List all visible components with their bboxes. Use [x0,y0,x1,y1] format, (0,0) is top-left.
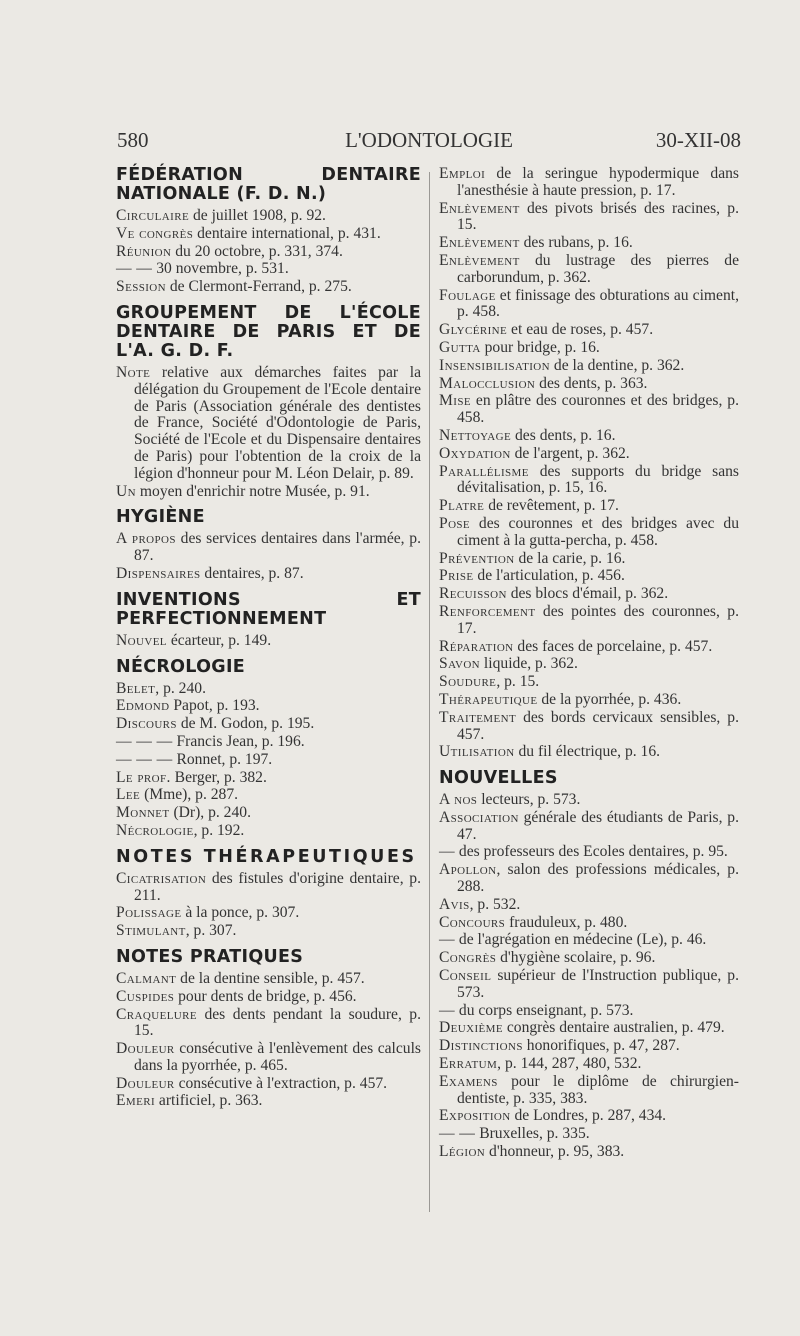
index-entry [439,568,739,585]
index-entry [439,1003,739,1020]
index-entry [439,498,739,515]
index-entry [439,322,739,339]
index-entry [439,656,739,673]
index-entry [439,604,739,638]
entry-text: congrès dentaire australien, p. 479. [502,1019,725,1037]
index-entry [439,1074,739,1108]
entry-text: de l'agrégation en médecine (Le), p. 46. [455,931,707,949]
index-entry [116,681,421,698]
entry-text: du fil électrique, p. 16. [514,743,661,761]
entry-text: , p. 240. [155,679,206,697]
index-entry [439,692,739,709]
entry-text: consécutive à l'enlèvement des calculs dans la pyorrhée, p. 465. [134,1040,421,1074]
entry-keyword: Prévention [439,549,515,567]
entry-keyword: Calmant [116,969,177,987]
entry-keyword: — — — [116,750,173,768]
entry-keyword: Deuxième [439,1019,503,1037]
index-entry [439,862,739,896]
entry-keyword: Edmond [116,697,170,715]
index-entry [116,716,421,733]
index-entry [116,633,421,650]
index-entry [439,674,739,691]
entry-keyword: Erratum [439,1055,498,1073]
entry-text: des services dentaires dans l'armée, p. 87. [134,530,422,565]
index-entry [439,288,739,322]
entry-text: et eau de roses, p. 457. [507,321,654,339]
entry-text: dentaires, p. 87. [200,564,304,582]
index-entry [439,968,739,1002]
entry-text: de l'articulation, p. 456. [473,567,625,585]
entry-keyword: Enlèvement [439,234,520,252]
index-entry [439,340,739,357]
index-entry [116,226,421,243]
entry-keyword: Platre [439,497,485,515]
entry-text: de l'argent, p. 362. [510,444,630,462]
index-entry [116,698,421,715]
running-head [117,128,741,160]
index-entry [439,897,739,914]
index-entry [116,989,421,1006]
entry-text: supérieur de l'Instruction publique, p. 573. [457,967,739,1001]
entry-text: des dents, p. 363. [535,374,648,392]
entry-text: de la dentine sensible, p. 457. [176,969,365,987]
entry-text: Francis Jean, p. 196. [172,732,305,750]
index-entry [116,905,421,922]
entry-text: de revêtement, p. 17. [484,497,619,515]
index-entry [439,253,739,287]
entry-keyword: Gutta [439,338,481,356]
entry-text: de la carie, p. 16. [514,549,626,567]
entry-keyword: Parallélisme [439,462,529,480]
index-entry [116,1076,421,1093]
index-entry [439,744,739,761]
index-entry [439,201,739,235]
entry-keyword: Session [116,278,166,296]
entry-text: des pointes des couronnes, p. 17. [457,602,739,637]
issue-date: 30-XII-08 [655,128,741,152]
index-entry [439,1038,739,1055]
entry-text: de la pyorrhée, p. 436. [537,690,682,708]
index-entry [439,915,739,932]
section-heading-nouvelles: NOUVELLES [439,768,558,789]
index-entry [116,208,421,225]
entry-text: des fistules d'origine dentaire, p. 211. [134,869,421,904]
entry-text: (Mme), p. 287. [140,786,239,804]
entry-keyword: Cicatrisation [116,869,207,887]
entry-keyword: Réunion [116,242,172,260]
entry-text: de la dentine, p. 362. [550,356,685,374]
entry-text: du lustrage des pierres de carborundum, p. 362. [457,251,739,286]
entry-keyword: Traitement [439,708,517,726]
entry-text: liquide, p. 362. [480,655,578,673]
entry-keyword: Exposition [439,1107,511,1125]
entry-keyword: Circulaire [116,207,190,224]
entry-keyword: Glycérine [439,321,508,339]
entry-keyword: Pose [439,514,471,532]
entry-text: du 20 octobre, p. 331, 374. [171,242,343,260]
entry-keyword: Discours [116,715,177,733]
entry-keyword: Nouvel [116,631,167,649]
entry-keyword: — [439,843,455,861]
index-entry [116,734,421,751]
index-entry [439,166,739,200]
index-entry [116,923,421,940]
entry-text: à la ponce, p. 307. [181,904,300,922]
entry-keyword: Douleur [116,1074,175,1092]
index-entry [116,1041,421,1075]
entry-text: de la seringue hypodermique dans l'anesthésie à haute pression, p. 17. [457,165,739,199]
index-entry [116,752,421,769]
entry-text: , p. 144, 287, 480, 532. [497,1055,642,1073]
index-entry [439,358,739,375]
index-entry [116,1093,421,1110]
entry-keyword: Polissage [116,904,182,922]
index-entry [439,1126,739,1143]
entry-text: artificiel, p. 363. [155,1092,263,1110]
section-heading-necrologie: NÉCROLOGIE [116,656,246,677]
entry-text: pour bridge, p. 16. [480,338,600,356]
entry-keyword: Apollon [439,861,497,879]
entry-keyword: Mise [439,392,471,410]
index-entry [439,950,739,967]
index-entry [116,484,421,501]
entry-keyword: Craquelure [116,1005,198,1023]
entry-text: de Clermont-Ferrand, p. 275. [165,278,352,296]
index-entry [116,244,421,261]
entry-text: Ronnet, p. 197. [172,750,273,768]
index-entry [439,516,739,550]
entry-keyword: Réparation [439,637,514,655]
entry-text: en plâtre des couronnes et des bridges, p. 458. [457,392,739,427]
entry-text: Papot, p. 193. [169,697,260,715]
section-heading-inventions-et-perfectionnement: INVENTIONS ET PERFECTIONNEMENT [116,589,421,629]
entry-keyword: Insensibilisation [439,356,550,374]
entry-keyword: Congrès [439,949,497,967]
index-entry [439,810,739,844]
entry-text: (Dr), p. 240. [169,804,251,822]
index-entry [116,365,421,483]
entry-text: pour le diplôme de chirurgien-dentiste, p. 335, 383. [457,1072,739,1107]
column-divider [429,172,430,1212]
entry-text: générale des étudiants de Paris, p. 47. [457,808,739,843]
index-entry [116,871,421,905]
entry-keyword: Examens [439,1072,498,1090]
entry-keyword: Le prof. [116,768,171,786]
entry-text: dentaire international, p. 431. [193,224,381,242]
entry-text: des dents pendant la soudure, p. 15. [134,1005,421,1040]
index-entry [439,446,739,463]
entry-text: écarteur, p. 149. [166,631,272,649]
index-entry [439,1020,739,1037]
entry-keyword: Distinctions [439,1037,523,1055]
entry-text: des faces de porcelaine, p. 457. [513,637,713,655]
entry-text: des supports du bridge sans dévitalisation, p. 15, 16. [457,462,739,497]
index-entry [439,235,739,252]
entry-keyword: Dispensaires [116,564,201,582]
entry-text: , salon des professions médicales, p. 288. [457,861,739,896]
index-entry [116,531,421,565]
entry-keyword: Lee [116,786,141,804]
index-entry [439,464,739,498]
entry-text: Berger, p. 382. [170,768,267,786]
entry-text: des rubans, p. 16. [519,234,633,252]
index-entry [439,710,739,744]
entry-keyword: Douleur [116,1040,175,1058]
entry-keyword: Concours [439,913,506,931]
entry-text: d'honneur, p. 95, 383. [485,1143,625,1161]
entry-keyword: Emeri [116,1092,156,1110]
entry-text: des bords cervicaux sensibles, p. 457. [457,708,739,743]
index-entry [439,1144,739,1161]
index-entry [439,844,739,861]
entry-text: consécutive à l'extraction, p. 457. [174,1074,388,1092]
index-entry [116,823,421,840]
entry-text: des pivots brisés des racines, p. 15. [457,199,739,234]
index-entry [439,551,739,568]
entry-text: moyen d'enrichir notre Musée, p. 91. [136,482,370,500]
section-heading-federation-dentaire-nationale-f-d-n: FÉDÉRATION DENTAIRE NATIONALE (F. D. N.) [116,165,421,204]
entry-keyword: Légion [439,1143,486,1161]
entry-keyword: Enlèvement [439,199,520,217]
entry-keyword: Savon [439,655,481,673]
entry-keyword: Note [116,363,151,381]
entry-text: d'hygiène scolaire, p. 96. [496,949,656,967]
index-entry [116,971,421,988]
journal-title: L'ODONTOLOGIE [345,128,513,152]
entry-text: relative aux démarches faites par la délégation du Groupement de l'Ecole dentaire de Paris (Association générale des dentistes de France, Société d'Odontologie de Paris, Société de l'Ecole et du Dispensaire dentaires de Paris) pour l'obtention de la croix de la légion d'honneur pour M. Léon Delair, p. 89. [134,363,421,482]
entry-keyword: Nettoyage [439,426,512,444]
entry-text: , p. 532. [469,895,521,913]
section-heading-notes-pratiques: NOTES PRATIQUES [116,946,304,967]
index-entry [439,1108,739,1125]
entry-text: de M. Godon, p. 195. [176,715,315,733]
entry-keyword: Utilisation [439,743,515,761]
index-entry [116,279,421,296]
entry-keyword: Monnet [116,804,170,822]
index-entry [439,1056,739,1073]
entry-text: lecteurs, p. 573. [477,791,581,809]
entry-keyword: A propos [116,530,176,548]
entry-text: , p. 192. [193,821,245,839]
entry-keyword: Recuisson [439,585,507,603]
entry-keyword: Oxydation [439,444,511,462]
entry-keyword: A nos [439,791,478,809]
index-entry [116,787,421,804]
index-entry [439,376,739,393]
entry-keyword: Cuspides [116,987,175,1005]
index-entry [439,586,739,603]
entry-keyword: — [439,931,455,949]
index-entry [116,805,421,822]
entry-text: des professeurs des Ecoles dentaires, p. 95. [455,843,728,861]
entry-keyword: Prise [439,567,474,585]
entry-text: des dents, p. 16. [511,426,616,444]
entry-keyword: Malocclusion [439,374,536,392]
entry-keyword: — — — [116,732,173,750]
left-column [116,166,421,1111]
section-heading-hygiene: HYGIÈNE [116,507,205,528]
index-entry [439,792,739,809]
entry-keyword: Ve congrès [116,224,194,242]
index-entry [439,932,739,949]
entry-keyword: — — [116,260,153,278]
entry-keyword: Avis [439,895,470,913]
entry-keyword: — [439,1001,455,1019]
entry-text: , p. 307. [185,922,237,940]
index-entry [116,566,421,583]
entry-keyword: Renforcement [439,602,536,620]
entry-text: Bruxelles, p. 335. [475,1125,590,1143]
entry-text: du corps enseignant, p. 573. [455,1001,634,1019]
entry-keyword: Conseil [439,967,492,985]
right-column [439,166,739,1162]
entry-text: des couronnes et des bridges avec du ciment à la gutta-percha, p. 458. [457,514,739,549]
entry-keyword: Foulage [439,286,496,304]
entry-keyword: — — [439,1125,476,1143]
section-heading-notes-therapeutiques: NOTES THÉRAPEUTIQUES [116,846,417,867]
entry-keyword: Nécrologie [116,821,194,839]
entry-keyword: Emploi [439,165,486,182]
index-entry [439,393,739,427]
page-number: 580 [117,128,149,152]
index-entry [116,261,421,278]
entry-text: de juillet 1908, p. 92. [189,207,326,224]
entry-text: , p. 15. [496,673,540,691]
index-entry [439,428,739,445]
entry-keyword: Enlèvement [439,251,520,269]
entry-text: frauduleux, p. 480. [505,913,628,931]
entry-text: pour dents de bridge, p. 456. [174,987,357,1005]
entry-text: de Londres, p. 287, 434. [510,1107,667,1125]
entry-text: des blocs d'émail, p. 362. [506,585,669,603]
index-entry [116,770,421,787]
entry-keyword: Un [116,482,137,500]
entry-keyword: Thérapeutique [439,690,538,708]
entry-keyword: Association [439,808,519,826]
index-entry [116,1007,421,1041]
entry-text: et finissage des obturations au ciment, p. 458. [457,286,739,321]
entry-text: honorifiques, p. 47, 287. [522,1037,680,1055]
entry-keyword: Belet [116,679,156,697]
section-heading-groupement-de-l-ecole-dentaire-de-paris-et-de-l-a-g-d-f: GROUPEMENT DE L'ÉCOLE DENTAIRE DE PARIS ET DE L'A. G. D. F. [116,302,421,361]
entry-keyword: Stimulant [116,922,186,940]
entry-keyword: Soudure [439,673,497,691]
index-entry [439,639,739,656]
entry-text: 30 novembre, p. 531. [152,260,289,278]
